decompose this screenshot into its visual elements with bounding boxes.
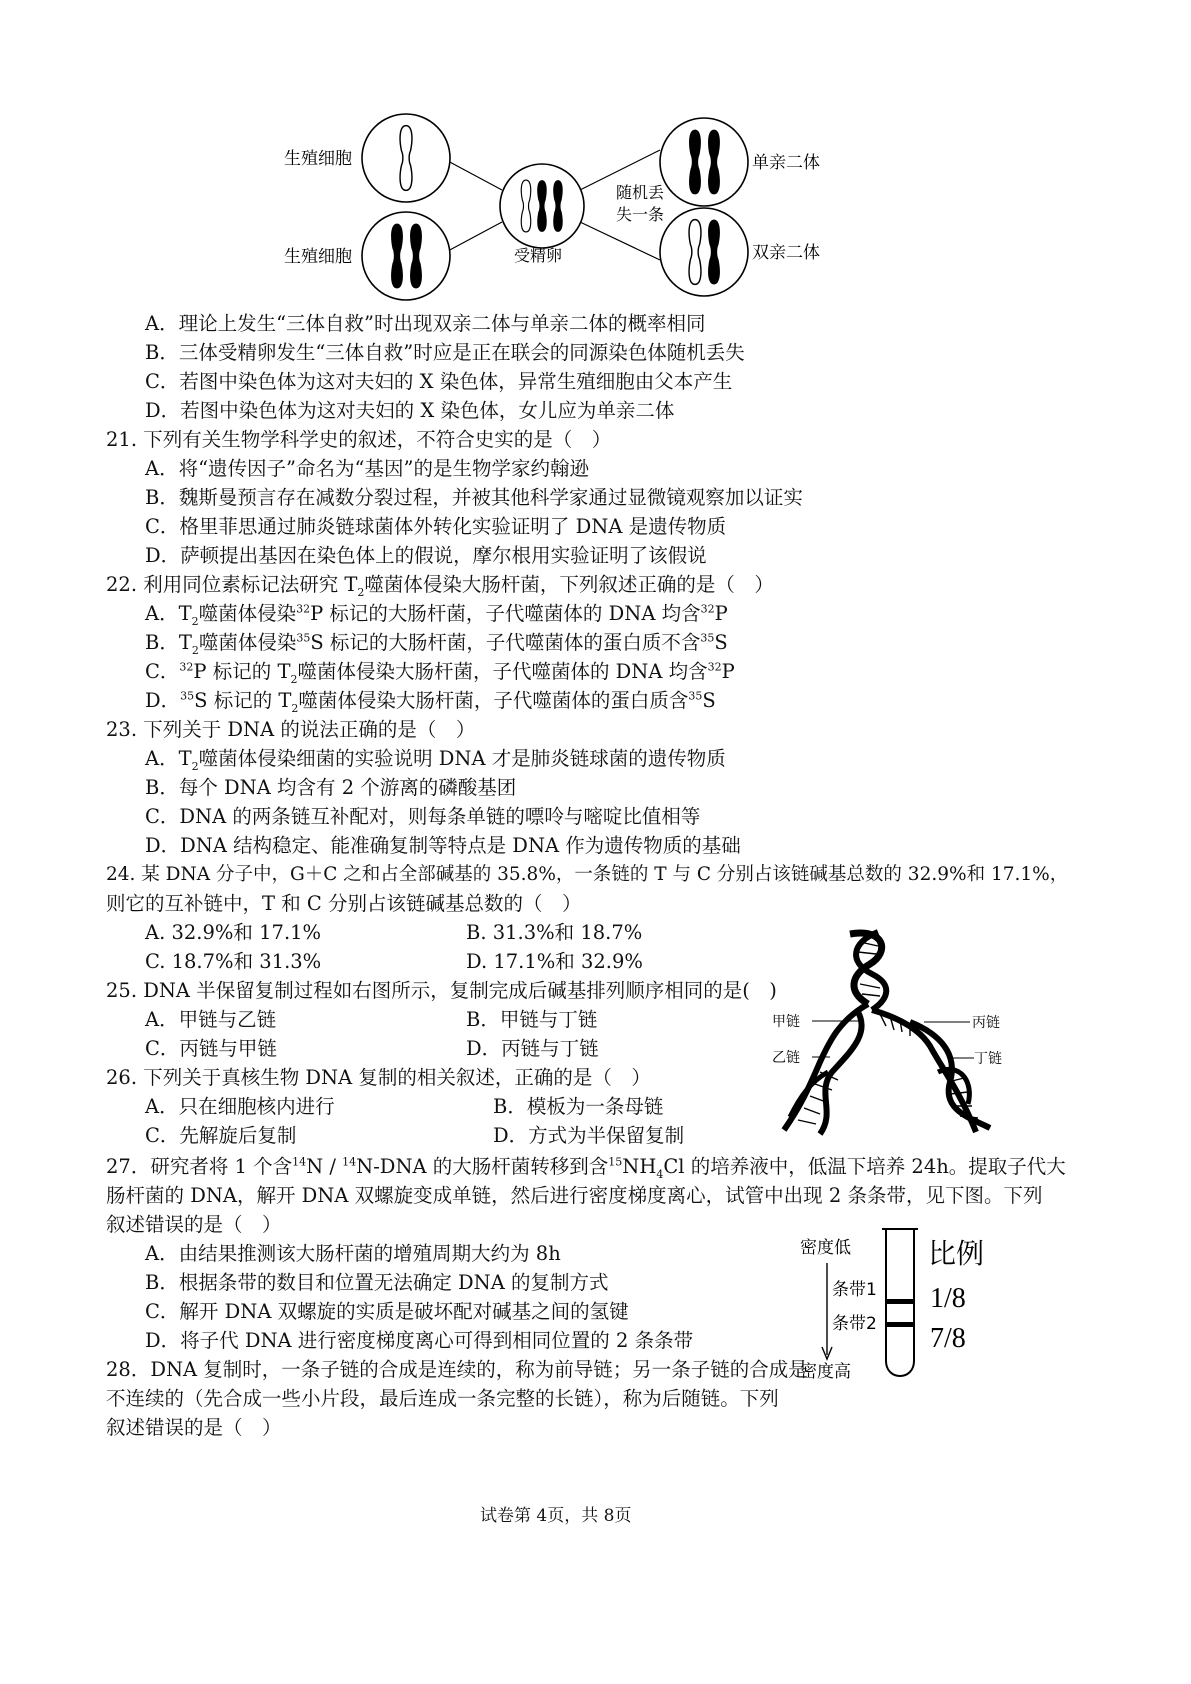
dna-replication-figure	[760, 922, 1020, 1140]
ratio-heading: 比例	[928, 1237, 985, 1270]
q25-option-c: C．丙链与甲链	[145, 1037, 277, 1060]
centrifuge-tube-figure	[790, 1225, 1030, 1390]
q28-line1: 28．DNA 复制时，一条子链的合成是连续的，称为前导链；另一条子链的合成是	[106, 1358, 808, 1381]
ratio-band-1: 1/8	[930, 1283, 966, 1314]
q20-option-a: A．理论上发生“三体自救”时出现双亲二体与单亲二体的概率相同	[145, 312, 706, 335]
density-low-label: 密度低	[800, 1238, 851, 1258]
q23-option-a: A．$T_2$噬菌体侵染细菌的实验说明 DNA 才是肺炎链球菌的遗传物质	[145, 747, 726, 773]
biparental-circle	[660, 208, 748, 296]
page-footer: 试卷第 4页，共 8页	[480, 1506, 632, 1526]
q25-option-d: D．丙链与丁链	[466, 1037, 599, 1060]
uniparental-label: 单亲二体	[752, 153, 820, 173]
q21-stem: 21. 下列有关生物学科学史的叙述，不符合史实的是（ ）	[106, 428, 612, 451]
q23-option-c: C．DNA 的两条链互补配对，则每条单链的嘌呤与嘧啶比值相等	[145, 805, 701, 828]
q26-option-c: C．先解旋后复制	[145, 1124, 297, 1147]
band-2	[887, 1322, 913, 1327]
germ-cell-1-label: 生殖细胞	[284, 149, 352, 169]
q24-stem-line1: 24. 某 DNA 分子中，G＋C 之和占全部碱基的 35.8%，一条链的 T 与 C 分别占该链碱基总数的 32.9%和 17.1%，	[106, 864, 1069, 885]
strand-jia-label: 甲链	[772, 1014, 800, 1030]
trisomy-rescue-figure	[280, 110, 840, 310]
q21-option-b: B．魏斯曼预言存在减数分裂过程，并被其他科学家通过显微镜观察加以证实	[145, 486, 803, 509]
random-loss-label-1: 随机丢	[616, 183, 665, 202]
q27-stem-line2: 肠杆菌的 DNA，解开 DNA 双螺旋变成单链，然后进行密度梯度离心，试管中出现 2 条条带，见下图。下列	[106, 1184, 1043, 1207]
q26-stem: 26. 下列关于真核生物 DNA 复制的相关叙述，正确的是（ ）	[106, 1066, 651, 1089]
uniparental-circle	[660, 118, 748, 206]
q27-stem-line3: 叙述错误的是（ ）	[106, 1213, 282, 1236]
q20-option-b: B．三体受精卵发生“三体自救”时应是正在联会的同源染色体随机丢失	[145, 341, 745, 364]
q26-option-b: B．模板为一条母链	[493, 1095, 664, 1118]
q28-line2: 不连续的（先合成一些小片段，最后连成一条完整的长链），称为后随链。下列	[106, 1387, 779, 1410]
strand-bing-label: 丙链	[972, 1015, 1000, 1031]
q20-option-d: D．若图中染色体为这对夫妇的 X 染色体，女儿应为单亲二体	[145, 399, 675, 422]
q24-option-a: A. 32.9%和 17.1%	[145, 921, 322, 944]
q27-option-d: D．将子代 DNA 进行密度梯度离心可得到相同位置的 2 条条带	[145, 1329, 694, 1352]
zygote-label: 受精卵	[514, 246, 563, 265]
biparental-label: 双亲二体	[752, 243, 820, 263]
band-1-label: 条带1	[832, 1280, 877, 1300]
q24-option-d: D. 17.1%和 32.9%	[466, 950, 643, 973]
q28-line3: 叙述错误的是（ ）	[106, 1416, 282, 1439]
q24-option-c: C. 18.7%和 31.3%	[145, 950, 322, 973]
q23-option-d: D．DNA 结构稳定、能准确复制等特点是 DNA 作为遗传物质的基础	[145, 834, 741, 857]
q20-option-c: C．若图中染色体为这对夫妇的 X 染色体，异常生殖细胞由父本产生	[145, 370, 733, 393]
q26-option-a: A．只在细胞核内进行	[145, 1095, 335, 1118]
strand-yi-label: 乙链	[772, 1050, 800, 1066]
germ-cell-2-label: 生殖细胞	[284, 247, 352, 267]
q25-stem: 25. DNA 半保留复制过程如右图所示，复制完成后碱基排列顺序相同的是( )	[106, 979, 777, 1002]
q27-option-a: A．由结果推测该大肠杆菌的增殖周期大约为 8h	[145, 1242, 561, 1265]
density-high-label: 密度高	[800, 1362, 851, 1382]
q25-option-b: B．甲链与丁链	[466, 1008, 598, 1031]
random-loss-label-2: 失一条	[616, 205, 665, 224]
strand-ding-label: 丁链	[974, 1051, 1002, 1067]
q27-stem-line1: 27．研究者将 1 个含$^{14}$N / $^{14}$N-DNA 的大肠杆菌转移到含$^{15}NH_4Cl$ 的培养液中，低温下培养 24h。提取子代大	[106, 1155, 1066, 1181]
q24-option-b: B. 31.3%和 18.7%	[466, 921, 643, 944]
band-2-label: 条带2	[832, 1314, 877, 1334]
q25-option-a: A．甲链与乙链	[145, 1008, 277, 1031]
q22-option-d: D．$^{35}$S 标记的 $T_2$噬菌体侵染大肠杆菌，子代噬菌体的蛋白质含$^{35}$S	[145, 689, 716, 715]
q23-option-b: B．每个 DNA 均含有 2 个游离的磷酸基团	[145, 776, 517, 799]
q23-stem: 23. 下列关于 DNA 的说法正确的是（ ）	[106, 718, 476, 741]
q27-option-c: C．解开 DNA 双螺旋的实质是破坏配对碱基之间的氢键	[145, 1300, 629, 1323]
band-1	[887, 1299, 913, 1304]
q24-stem-line2: 则它的互补链中，T 和 C 分别占该链碱基总数的（ ）	[106, 892, 582, 915]
ratio-band-2: 7/8	[930, 1323, 966, 1354]
germ-cell-2-circle	[362, 212, 450, 300]
q22-option-a: A．$T_2$噬菌体侵染$^{32}$P 标记的大肠杆菌，子代噬菌体的 DNA 均含$^{32}$P	[145, 602, 728, 628]
q22-option-b: B．$T_2$噬菌体侵染$^{35}$S 标记的大肠杆菌，子代噬菌体的蛋白质不含$^{35}$S	[145, 631, 728, 657]
q27-option-b: B．根据条带的数目和位置无法确定 DNA 的复制方式	[145, 1271, 609, 1294]
q22-stem: 22. 利用同位素标记法研究 $T_2$噬菌体侵染大肠杆菌，下列叙述正确的是（ ）	[106, 573, 774, 599]
q21-option-c: C．格里菲思通过肺炎链球菌体外转化实验证明了 DNA 是遗传物质	[145, 515, 727, 538]
q21-option-a: A．将“遗传因子”命名为“基因”的是生物学家约翰逊	[145, 457, 589, 480]
q26-option-d: D．方式为半保留复制	[493, 1124, 685, 1147]
q21-option-d: D．萨顿提出基因在染色体上的假说，摩尔根用实验证明了该假说	[145, 544, 707, 567]
q22-option-c: C．$^{32}$P 标记的 $T_2$噬菌体侵染大肠杆菌，子代噬菌体的 DNA 均含$^{32}$P	[145, 660, 735, 686]
